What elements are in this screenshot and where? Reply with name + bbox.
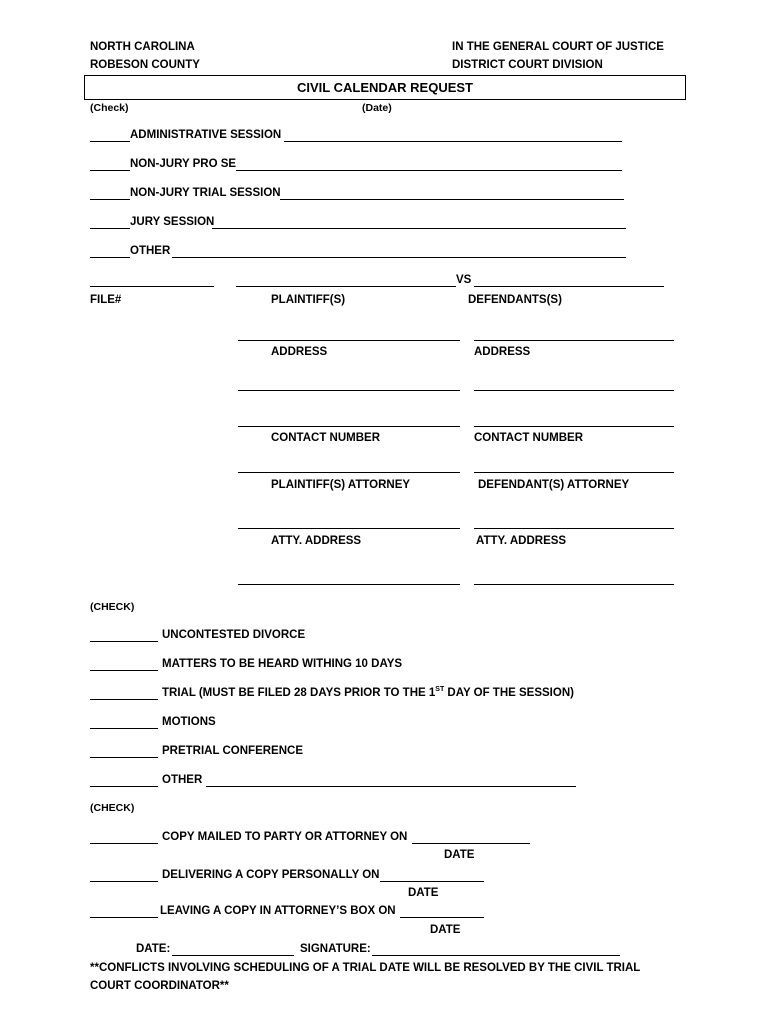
service-mailed-date-caption: DATE [444,849,475,861]
defendant-address-label: ADDRESS [474,346,531,358]
defendant-blank[interactable] [474,286,664,287]
service-leaving: LEAVING A COPY IN ATTORNEY’S BOX ON [160,905,396,917]
matter-uncontested-divorce: UNCONTESTED DIVORCE [162,629,306,641]
service-mailed: COPY MAILED TO PARTY OR ATTORNEY ON [162,831,408,843]
plaintiff-address-label: ADDRESS [271,346,328,358]
plaintiff-atty-address-line2-blank[interactable] [238,584,460,585]
matter-check-caption: (CHECK) [90,601,135,613]
file-number-blank[interactable] [90,286,214,287]
session-date-blank[interactable] [172,257,626,258]
defendant-address-blank[interactable] [474,340,674,341]
matter-check-blank[interactable] [90,699,158,700]
file-number-label: FILE# [90,294,122,306]
defendant-contact-blank[interactable] [474,426,674,427]
date-caption: (Date) [362,102,392,114]
plaintiff-contact-blank[interactable] [238,426,460,427]
session-date-blank[interactable] [284,141,622,142]
vs-label: VS [456,274,472,286]
service-check-blank[interactable] [90,881,158,882]
defendant-atty-address-line2-blank[interactable] [474,584,674,585]
plaintiff-blank[interactable] [236,286,456,287]
check-caption: (Check) [90,102,129,114]
matter-other: OTHER [162,774,203,786]
session-date-blank[interactable] [212,228,626,229]
matter-trial: TRIAL (MUST BE FILED 28 DAYS PRIOR TO THE 1ST DAY OF THE SESSION) [162,686,574,699]
footer-date-label: DATE: [136,943,171,955]
session-check-blank[interactable] [90,228,130,229]
plaintiff-attorney-blank[interactable] [238,472,460,473]
defendant-contact-label: CONTACT NUMBER [474,432,584,444]
service-check-caption: (CHECK) [90,802,135,814]
session-non-jury-pro-se: NON-JURY PRO SE [130,158,237,170]
county-label: ROBESON COUNTY [90,59,200,71]
footer-signature-blank[interactable] [372,955,620,956]
service-mailed-date-blank[interactable] [412,843,530,844]
matter-check-blank[interactable] [90,757,158,758]
defendant-address-line2-blank[interactable] [474,390,674,391]
session-jury: JURY SESSION [130,216,215,228]
plaintiff-address-line2-blank[interactable] [238,390,460,391]
session-other: OTHER [130,245,171,257]
matter-other-blank[interactable] [206,786,576,787]
footer-signature-label: SIGNATURE: [300,943,371,955]
service-delivering: DELIVERING A COPY PERSONALLY ON [162,869,380,881]
session-date-blank[interactable] [280,199,624,200]
defendant-atty-address-label: ATTY. ADDRESS [476,535,567,547]
defendant-atty-address-blank[interactable] [474,528,674,529]
session-date-blank[interactable] [236,170,622,171]
service-leaving-date-caption: DATE [430,924,461,936]
defendant-attorney-label: DEFENDANT(S) ATTORNEY [478,479,630,491]
plaintiff-contact-label: CONTACT NUMBER [271,432,381,444]
footer-note-line2: COURT COORDINATOR** [90,980,229,992]
plaintiff-atty-address-blank[interactable] [238,528,460,529]
defendant-attorney-blank[interactable] [474,472,674,473]
session-check-blank[interactable] [90,199,130,200]
footer-note-line1: **CONFLICTS INVOLVING SCHEDULING OF A TRIAL DATE WILL BE RESOLVED BY THE CIVIL TRIAL [90,962,641,974]
service-check-blank[interactable] [90,843,158,844]
plaintiff-address-blank[interactable] [238,340,460,341]
division-label: DISTRICT COURT DIVISION [452,59,603,71]
plaintiff-label: PLAINTIFF(S) [271,294,346,306]
matter-check-blank[interactable] [90,670,158,671]
matter-motions: MOTIONS [162,716,216,728]
session-check-blank[interactable] [90,257,130,258]
plaintiff-attorney-label: PLAINTIFF(S) ATTORNEY [271,479,411,491]
title-box [84,75,686,100]
matter-heard-within-10-days: MATTERS TO BE HEARD WITHING 10 DAYS [162,658,403,670]
session-administrative: ADMINISTRATIVE SESSION [130,129,282,141]
session-check-blank[interactable] [90,170,130,171]
service-check-blank[interactable] [90,917,158,918]
matter-check-blank[interactable] [90,786,158,787]
session-non-jury-trial: NON-JURY TRIAL SESSION [130,187,281,199]
service-delivering-date-blank[interactable] [380,881,484,882]
form-title: CIVIL CALENDAR REQUEST [297,80,473,95]
footer-date-blank[interactable] [172,955,294,956]
matter-pretrial-conference: PRETRIAL CONFERENCE [162,745,303,757]
session-check-blank[interactable] [90,141,130,142]
plaintiff-atty-address-label: ATTY. ADDRESS [271,535,362,547]
court-label: IN THE GENERAL COURT OF JUSTICE [452,41,664,53]
defendant-label: DEFENDANTS(S) [468,294,562,306]
state-label: NORTH CAROLINA [90,41,195,53]
service-delivering-date-caption: DATE [408,887,439,899]
matter-check-blank[interactable] [90,641,158,642]
service-leaving-date-blank[interactable] [400,917,484,918]
matter-check-blank[interactable] [90,728,158,729]
